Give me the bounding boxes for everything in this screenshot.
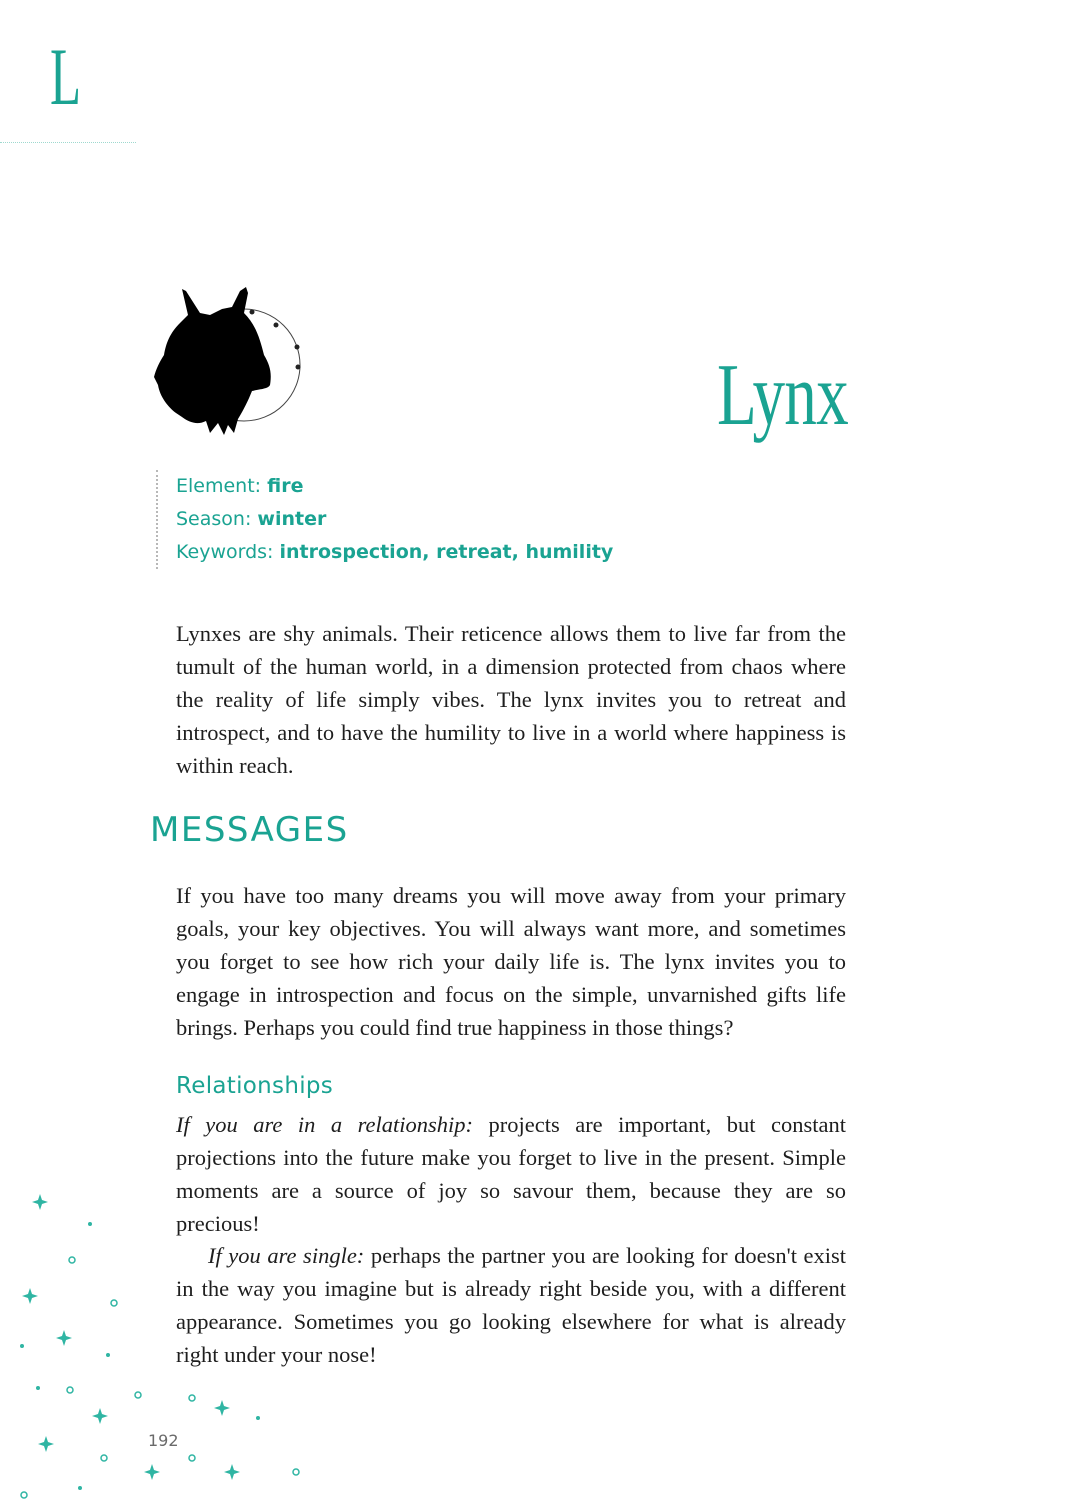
attribute-value: introspection, retreat, humility xyxy=(279,541,614,563)
attribute-label: Season: xyxy=(176,508,252,530)
relationship-in-text: projects are important, but constant projections into the future make you forget to live in the present. Simple moments are a source of joy so savour them, because they are so precious! xyxy=(176,1112,846,1236)
relationships-heading: Relationships xyxy=(176,1073,334,1099)
attribute-keywords xyxy=(176,536,613,569)
relationship-single-text: perhaps the partner you are looking for doesn't exist in the way you imagine but is already right beside you, with a different appearance. Sometimes you go looking elsewhere for what is already right under your nose! xyxy=(176,1243,846,1367)
attribute-element xyxy=(176,470,613,503)
attribute-value: fire xyxy=(267,475,304,497)
attribute-value: winter xyxy=(257,508,327,530)
intro-paragraph: Lynxes are shy animals. Their reticence allows them to live far from the tumult of the human world, in a dimension protected from chaos where the reality of life simply vibes. The lynx invites you to retreat and introspect, and to have the humility to live in a world where happiness is within reach. xyxy=(176,621,846,778)
messages-paragraph: If you have too many dreams you will move away from your primary goals, your key objectives. You will always want more, and sometimes you forget to see how rich your daily life is. The lynx invites you to engage in introspection and focus on the simple, unvarnished gifts life brings. Perhaps you could find true happiness in those things? xyxy=(176,883,846,1040)
section-letter: L xyxy=(50,31,82,122)
attribute-label: Element: xyxy=(176,475,262,497)
relationship-in-label: If you are in a relationship: xyxy=(176,1112,473,1137)
sparkle-stars-decoration xyxy=(0,1180,320,1500)
section-divider xyxy=(0,142,136,143)
relationship-single-label: If you are single: xyxy=(208,1243,365,1268)
lynx-silhouette-icon xyxy=(152,285,308,440)
attribute-label: Keywords: xyxy=(176,541,274,563)
page-number: 192 xyxy=(148,1431,179,1450)
attribute-list xyxy=(156,470,613,569)
attribute-season xyxy=(176,503,613,536)
page-title: Lynx xyxy=(717,347,848,444)
messages-heading: MESSAGES xyxy=(150,810,349,850)
